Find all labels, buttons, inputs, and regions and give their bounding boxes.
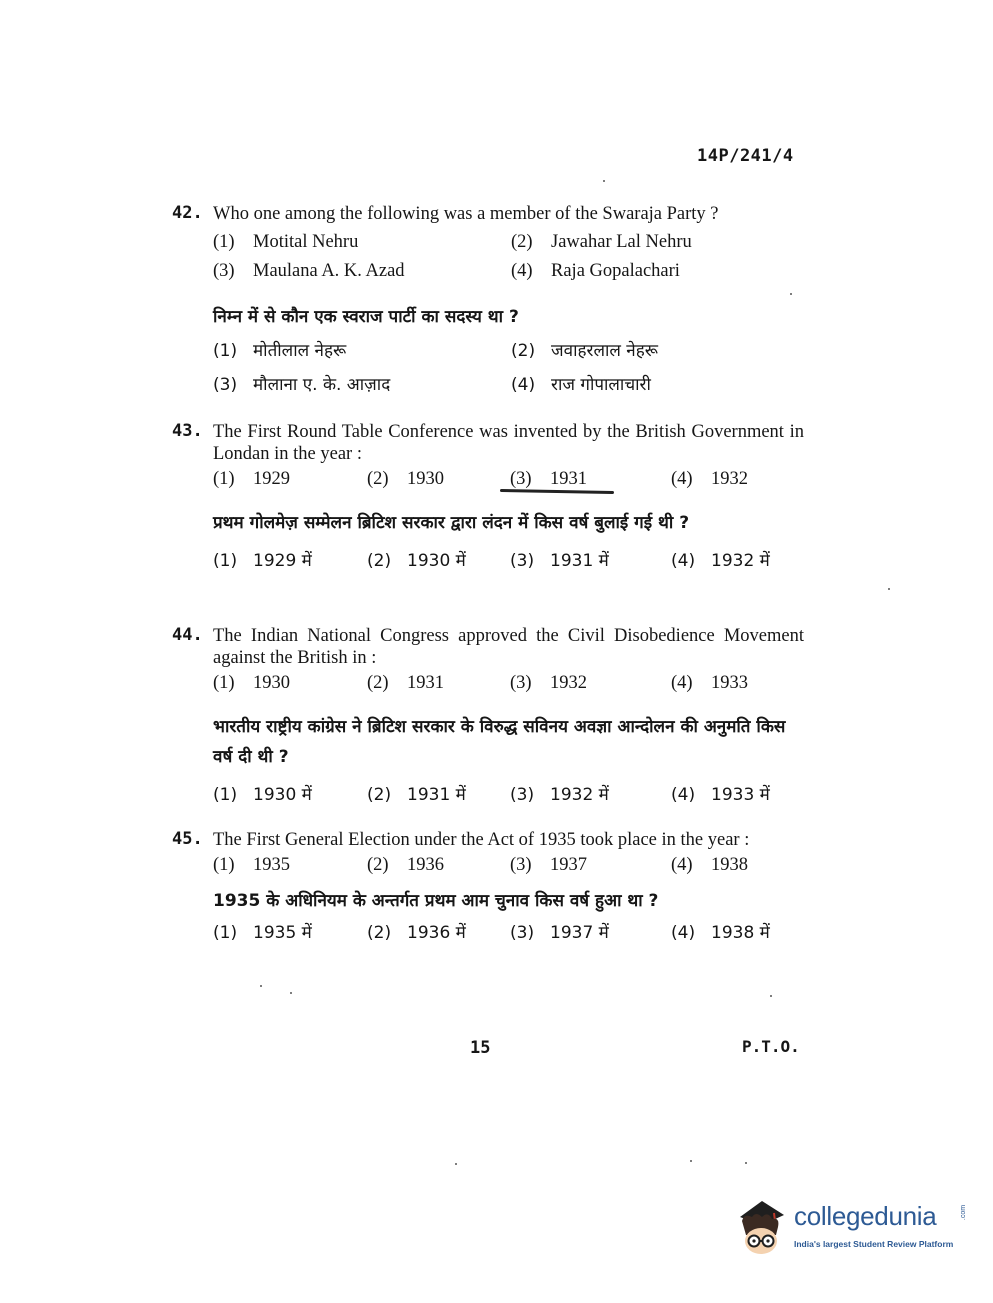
option-4: (4) Raja Gopalachari bbox=[511, 261, 680, 281]
question-text-en: The Indian National Congress approved the Civil Disobedience Movement against the British in : bbox=[213, 626, 804, 668]
question-number: 42. bbox=[172, 203, 203, 223]
brand-tagline: India's largest Student Review Platform bbox=[794, 1239, 954, 1249]
option-3-hi: (3) मौलाना ए. के. आज़ाद bbox=[213, 375, 391, 395]
collegedunia-logo bbox=[734, 1195, 968, 1261]
question-text-hi: भारतीय राष्ट्रीय कांग्रेस ने ब्रिटिश सरकार के विरुद्ध सविनय अवज्ञा आन्दोलन की अनुमति किस वर्ष दी थी ? bbox=[213, 717, 786, 767]
scan-speck bbox=[290, 992, 292, 994]
scan-speck bbox=[745, 1162, 747, 1164]
options-en-row-1 bbox=[213, 232, 804, 261]
option-2-hi: (2) 1930 में bbox=[367, 551, 466, 571]
option-3: (3) 1932 bbox=[510, 673, 587, 693]
options-en-row bbox=[213, 855, 804, 884]
question-text-hi: 1935 के अधिनियम के अन्तर्गत प्रथम आम चुनाव किस वर्ष हुआ था ? bbox=[213, 891, 659, 911]
option-3: (3) 1937 bbox=[510, 855, 587, 875]
option-4-hi: (4) 1933 में bbox=[671, 785, 770, 805]
option-3: (3) 1931 bbox=[510, 469, 587, 489]
brand-name: collegedunia bbox=[794, 1201, 937, 1231]
options-en-row bbox=[213, 673, 804, 702]
option-3-hi: (3) 1937 में bbox=[510, 923, 609, 943]
scan-speck bbox=[770, 995, 772, 997]
option-4: (4) 1932 bbox=[671, 469, 748, 489]
option-2: (2) 1931 bbox=[367, 673, 444, 693]
options-hi-row bbox=[213, 920, 804, 949]
mascot-icon bbox=[734, 1195, 790, 1259]
scan-speck bbox=[888, 588, 890, 590]
option-3-hi: (3) 1932 में bbox=[510, 785, 609, 805]
scan-speck bbox=[455, 1163, 457, 1165]
option-4: (4) 1933 bbox=[671, 673, 748, 693]
option-2: (2) 1930 bbox=[367, 469, 444, 489]
option-3-hi: (3) 1931 में bbox=[510, 551, 609, 571]
option-4-hi: (4) 1938 में bbox=[671, 923, 770, 943]
options-hi-row bbox=[213, 548, 804, 577]
question-text-hi: प्रथम गोलमेज़ सम्मेलन ब्रिटिश सरकार द्वारा लंदन में किस वर्ष बुलाई गई थी ? bbox=[213, 513, 690, 533]
option-2-hi: (2) 1936 में bbox=[367, 923, 466, 943]
options-en-row-2 bbox=[213, 261, 804, 290]
option-1: (1) Motital Nehru bbox=[213, 232, 359, 252]
option-2: (2) 1936 bbox=[367, 855, 444, 875]
scan-speck bbox=[790, 293, 792, 295]
question-42 bbox=[172, 203, 804, 406]
pto-label: P.T.O. bbox=[742, 1037, 800, 1056]
question-45 bbox=[172, 829, 804, 949]
options-hi-row-2 bbox=[213, 372, 804, 406]
scan-speck bbox=[260, 985, 262, 987]
question-text-hi: निम्न में से कौन एक स्वराज पार्टी का सदस्य था ? bbox=[213, 307, 519, 327]
question-text-en: The First General Election under the Act of 1935 took place in the year : bbox=[213, 830, 750, 850]
option-1-hi: (1) 1929 में bbox=[213, 551, 312, 571]
option-1-hi: (1) मोतीलाल नेहरू bbox=[213, 341, 347, 361]
question-43 bbox=[172, 421, 804, 577]
scan-speck bbox=[690, 1160, 692, 1162]
question-text-en: The First Round Table Conference was invented by the British Government in Londan in the year : bbox=[213, 422, 804, 464]
question-44 bbox=[172, 625, 804, 811]
page-code: 14P/241/4 bbox=[697, 146, 794, 166]
option-2: (2) Jawahar Lal Nehru bbox=[511, 232, 692, 252]
option-4-hi: (4) 1932 में bbox=[671, 551, 770, 571]
option-1: (1) 1929 bbox=[213, 469, 290, 489]
options-hi-row-1 bbox=[213, 338, 804, 372]
option-2-hi: (2) 1931 में bbox=[367, 785, 466, 805]
question-number: 43. bbox=[172, 421, 203, 441]
page-number: 15 bbox=[470, 1038, 491, 1058]
options-en-row bbox=[213, 469, 804, 498]
option-1: (1) 1935 bbox=[213, 855, 290, 875]
option-3: (3) Maulana A. K. Azad bbox=[213, 261, 405, 281]
option-4: (4) 1938 bbox=[671, 855, 748, 875]
question-number: 44. bbox=[172, 625, 203, 645]
question-text-en: Who one among the following was a member of the Swaraja Party ? bbox=[213, 204, 719, 224]
option-4-hi: (4) राज गोपालाचारी bbox=[511, 375, 651, 395]
brand-suffix: .com bbox=[960, 1204, 968, 1221]
option-1-hi: (1) 1930 में bbox=[213, 785, 312, 805]
scan-speck bbox=[603, 180, 605, 182]
option-1-hi: (1) 1935 में bbox=[213, 923, 312, 943]
question-number: 45. bbox=[172, 829, 203, 849]
option-1: (1) 1930 bbox=[213, 673, 290, 693]
option-2-hi: (2) जवाहरलाल नेहरू bbox=[511, 341, 658, 361]
options-hi-row bbox=[213, 782, 804, 811]
